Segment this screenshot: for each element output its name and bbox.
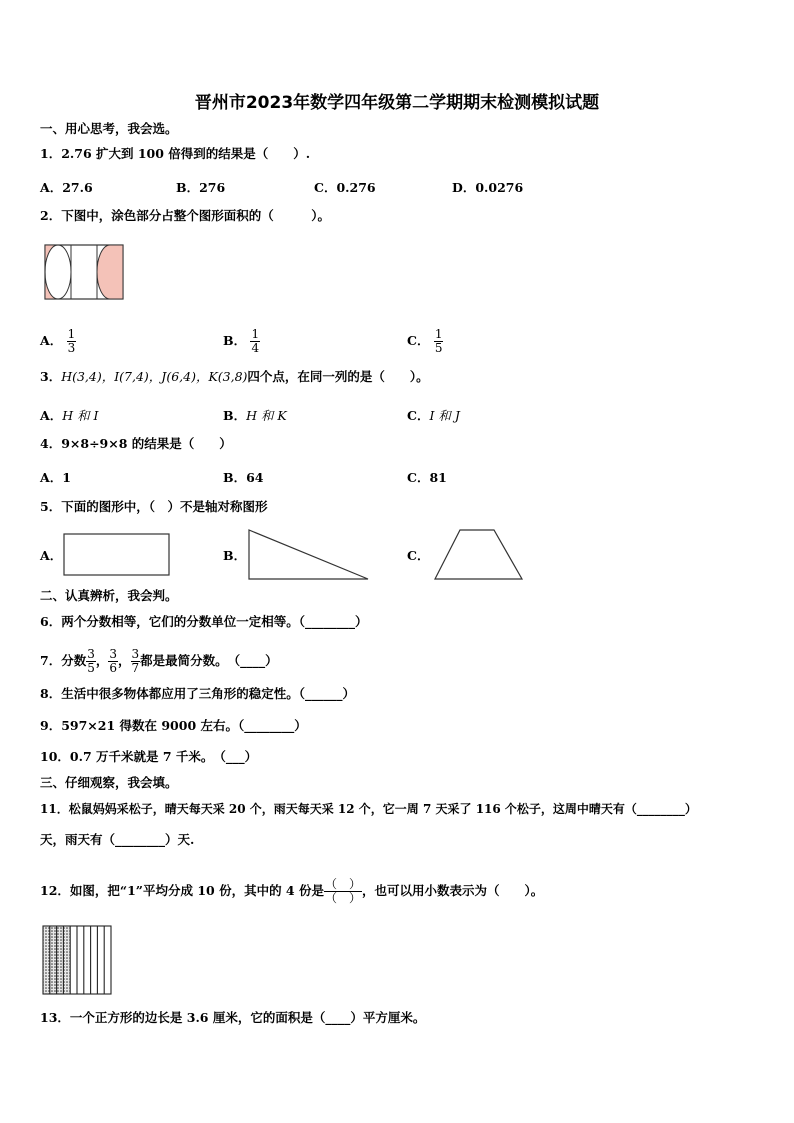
fraction-denominator: 6: [109, 661, 117, 675]
q3-option-b-text: H 和 K: [246, 408, 287, 423]
q11-line-2: 天，雨天有（________）天.: [40, 832, 195, 847]
q2-option-c-label: C．: [407, 333, 430, 348]
fraction-numerator: 3: [109, 647, 117, 661]
q2-option-a-label: A．: [40, 333, 63, 348]
fraction-three-sixths: [108, 648, 118, 675]
q5-right-triangle-shape: [248, 529, 370, 581]
q3-option-c-label: C．: [407, 408, 430, 423]
q3-suffix: 四个点，在同一列的是（ ）。: [247, 369, 429, 384]
q3-points: H(3,4)，I(7,4)，J(6,4)，K(3,8): [61, 369, 248, 384]
q3-option-a-label: A．: [40, 408, 63, 423]
q1-option-b: B．276: [176, 180, 226, 195]
q4-option-a: A．1: [40, 470, 71, 485]
q10-text: 10．0.7 万千米就是 7 千米。 （___）: [40, 749, 258, 764]
section-3-heading: 三、仔细观察，我会填。: [40, 775, 178, 790]
fraction-denominator: 7: [131, 661, 140, 675]
q2-option-b: [223, 328, 260, 355]
q6-text: 6．两个分数相等，它们的分数单位一定相等。（________）: [40, 614, 368, 629]
q3-text: [40, 369, 429, 385]
q7-prefix: 7．分数: [40, 653, 87, 668]
q3-option-b-label: B．: [223, 408, 247, 423]
q5-option-b-label: B．: [223, 548, 247, 563]
q3-option-a: [40, 406, 99, 424]
q11-line-1: 11．松鼠妈妈采松子，晴天每天采 20 个，雨天每天采 12 个，它一周 7 天采了 116 个松子，这周中晴天有（________）: [40, 802, 697, 816]
q3-number: 3．: [40, 369, 62, 384]
q13-text: 13．一个正方形的边长是 3.6 厘米，它的面积是（____）平方厘米。: [40, 1010, 426, 1025]
q9-text: 9．597×21 得数在 9000 左右。（________）: [40, 718, 307, 733]
q5-trapezoid-shape: [433, 529, 525, 581]
fraction-numerator: 1: [434, 327, 443, 341]
q2-option-b-label: B．: [223, 333, 247, 348]
q1-option-d: D．0.0276: [452, 180, 524, 195]
q5-option-a-label: A．: [40, 548, 63, 563]
fraction-three-sevenths: [131, 648, 141, 675]
q5-rectangle-shape: [63, 533, 171, 577]
q1-text: 1．2.76 扩大到 100 倍得到的结果是（ ）.: [40, 146, 311, 161]
q4-text: 4．9×8÷9×8 的结果是（ ）: [40, 436, 232, 451]
q5-option-c-label: C．: [407, 548, 430, 563]
q3-option-c: [407, 406, 460, 424]
fraction-numerator: 3: [131, 647, 140, 661]
q12-text: [40, 878, 543, 905]
q12-ten-strips-figure: [42, 924, 114, 996]
q4-option-c: C．81: [407, 470, 447, 485]
q2-shaded-figure: [44, 244, 124, 300]
fraction-numerator: 3: [87, 647, 95, 661]
section-2-heading: 二、认真辨析，我会判。: [40, 588, 178, 603]
q4-option-b: B．64: [223, 470, 264, 485]
q1-option-c: C．0.276: [314, 180, 376, 195]
fraction-one-third: [67, 328, 77, 355]
q5-text: 5．下面的图形中，（ ）不是轴对称图形: [40, 499, 268, 514]
q7-suffix: 都是最简分数。 （____）: [140, 653, 278, 668]
q8-text: 8．生活中很多物体都应用了三角形的稳定性。（______）: [40, 686, 355, 701]
q2-text: 2．下图中，涂色部分占整个图形面积的（ ）。: [40, 208, 330, 223]
fraction-numerator: 1: [251, 327, 260, 341]
q12-suffix: ，也可以用小数表示为（ ）。: [362, 883, 544, 898]
q2-option-a: [40, 328, 76, 355]
fraction-numerator: 1: [67, 327, 76, 341]
fraction-three-fifths: [86, 648, 96, 675]
fraction-numerator-blank: （ ）: [324, 877, 361, 891]
q2-option-c: [407, 328, 443, 355]
fraction-one-fifth: [434, 328, 444, 355]
fraction-denominator: 5: [87, 661, 95, 675]
q12-blank-fraction: [324, 878, 362, 905]
fraction-one-fourth: [250, 328, 260, 355]
q3-option-b: [223, 406, 287, 424]
q12-prefix: 12．如图，把“1”平均分成 10 份，其中的 4 份是: [40, 883, 324, 898]
section-1-heading: 一、用心思考，我会选。: [40, 121, 178, 136]
fraction-denominator: 5: [434, 341, 443, 355]
fraction-denominator-blank: （ ）: [324, 891, 361, 905]
q1-option-a: A．27.6: [40, 180, 93, 195]
fraction-denominator: 4: [251, 341, 260, 355]
q7-text: 7．分数 $\frac{3}{5}$ ， $\frac{3}{6}$ ， $\frac{3}{7}$ 都是最简分数。 （____）: [40, 647, 278, 675]
page-title: 晋州市2023年数学四年级第二学期期末检测模拟试题: [194, 93, 600, 113]
q3-option-c-text: I 和 J: [429, 408, 460, 423]
q3-option-a-text: H 和 I: [62, 408, 99, 423]
fraction-denominator: 3: [67, 341, 76, 355]
